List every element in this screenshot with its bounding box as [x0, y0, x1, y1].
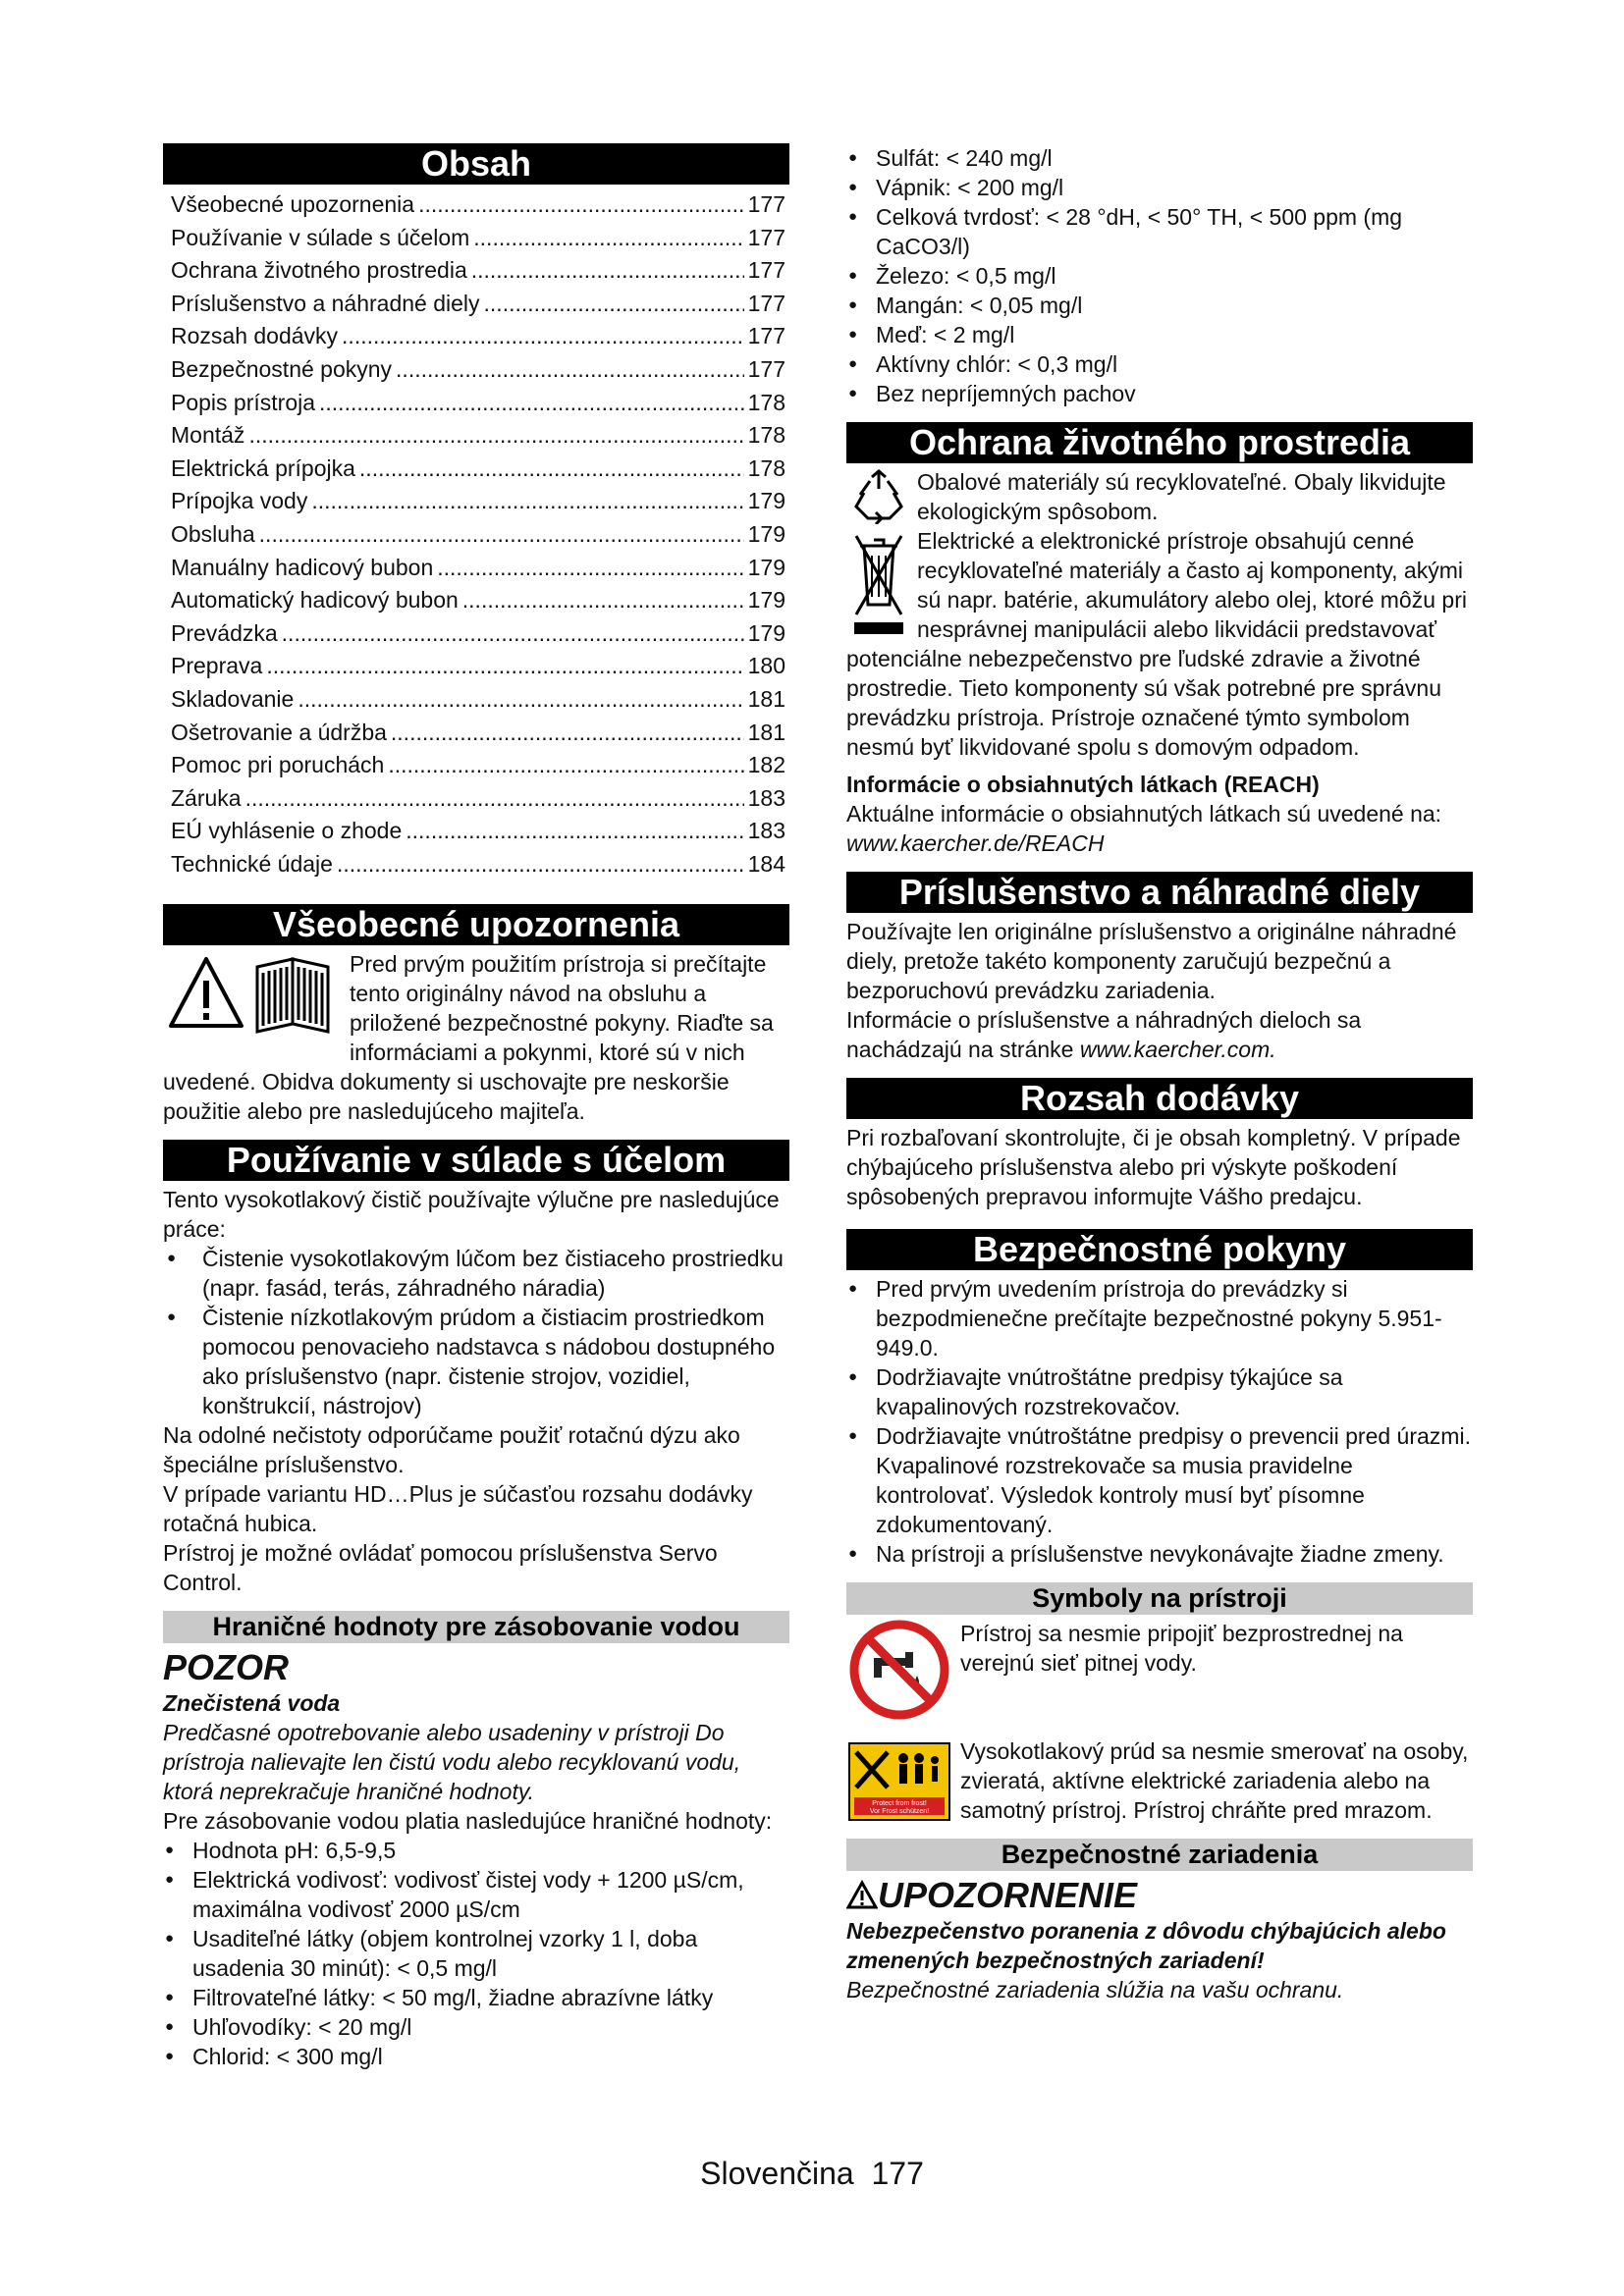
list-item: ● Pred prvým uvedením prístroja do prevádzky si bezpodmienečne prečítajte bezpečnostné pokyny 5.951-949.0. — [846, 1274, 1473, 1362]
no-water-connection-icon — [848, 1619, 950, 1721]
footer-language: Slovenčina — [700, 2156, 854, 2191]
toc-entry-page: 178 — [747, 422, 785, 449]
sign-label-2: Vor Frost schützen! — [869, 1808, 930, 1815]
warning-triangle-icon — [171, 959, 242, 1026]
toc-entry[interactable] — [171, 320, 785, 353]
warning-triangle-small-icon — [846, 1880, 878, 1909]
environment-weee — [846, 526, 1473, 762]
toc-entry[interactable] — [171, 650, 785, 683]
toc-entry[interactable] — [171, 518, 785, 552]
toc-entry-page: 177 — [747, 323, 785, 349]
toc-entry-page: 179 — [747, 488, 785, 514]
warning-label — [846, 1875, 1473, 1916]
usage-paragraph-2: V prípade variantu HD…Plus je súčasťou rozsahu dodávky rotačná hubica. — [163, 1481, 753, 1537]
toc-leader-dots — [418, 188, 744, 222]
list-item: ● Aktívny chlór: < 0,3 mg/l — [846, 349, 1473, 379]
toc-leader-dots — [342, 320, 744, 353]
reach-title: Informácie o obsiahnutých látkach (REACH) — [846, 772, 1320, 797]
list-item: ● Meď: < 2 mg/l — [846, 320, 1473, 349]
toc-entry-label: Ošetrovanie a údržba — [171, 719, 387, 745]
toc-entry[interactable] — [171, 453, 785, 486]
toc-leader-dots — [473, 222, 743, 255]
toc-entry[interactable] — [171, 717, 785, 750]
toc-entry-label: Používanie v súlade s účelom — [171, 224, 470, 250]
toc-entry-label: Elektrická prípojka — [171, 454, 355, 481]
crossed-bin-icon — [850, 526, 907, 640]
toc-entry[interactable] — [171, 683, 785, 717]
list-item: ● Elektrická vodivosť: vodivosť čistej vody + 1200 µS/cm, maximálna vodivosť 2000 µS/cm — [163, 1865, 789, 1924]
environment-heading: Ochrana životného prostredia — [846, 422, 1473, 463]
symbol-text-2: Vysokotlakový prúd sa nesmie smerovať na osoby, zvieratá, aktívne elektrické zariadenia alebo na samotný prístroj. Prístroj chráňte pred mrazom. — [960, 1738, 1469, 1823]
list-item: ● Sulfát: < 240 mg/l — [846, 143, 1473, 173]
warning-word: UPOZORNENIE — [878, 1875, 1138, 1915]
toc-entry-label: Preprava — [171, 653, 263, 679]
toc-entry-label: Prevádzka — [171, 619, 278, 646]
toc-entry-label: Ochrana životného prostredia — [171, 257, 467, 284]
list-item: ● Mangán: < 0,05 mg/l — [846, 291, 1473, 320]
usage-intro: Tento vysokotlakový čistič používajte výlučne pre nasledujúce práce: — [163, 1187, 780, 1243]
list-item: ● Hodnota pH: 6,5-9,5 — [163, 1836, 789, 1865]
delivery-heading: Rozsah dodávky — [846, 1078, 1473, 1119]
toc-entry-label: Manuálny hadicový bubon — [171, 554, 434, 580]
toc-leader-dots — [259, 518, 744, 552]
reach-link[interactable]: www.kaercher.de/REACH — [846, 830, 1105, 856]
toc-entry-page: 177 — [747, 191, 785, 217]
toc-leader-dots — [437, 552, 743, 585]
devices-warning-text: Bezpečnostné zariadenia slúžia na vašu ochranu. — [846, 1977, 1344, 2002]
toc-leader-dots — [406, 815, 743, 848]
toc-entry[interactable] — [171, 848, 785, 881]
toc-leader-dots — [245, 782, 744, 816]
devices-heading: Bezpečnostné zariadenia — [846, 1839, 1473, 1871]
table-of-contents — [163, 188, 789, 881]
manual-book-icon — [257, 959, 328, 1032]
list-item: ● Filtrovateľné látky: < 50 mg/l, žiadne abrazívne látky — [163, 1983, 789, 2012]
toc-entry-page: 183 — [747, 818, 785, 844]
toc-entry-label: Záruka — [171, 784, 242, 811]
general-heading: Všeobecné upozornenia — [163, 904, 789, 945]
symbol-no-spray — [846, 1736, 1473, 1825]
water-subtitle: Znečistená voda — [163, 1690, 341, 1717]
toc-entry-label: Skladovanie — [171, 685, 295, 712]
accessories-info — [846, 1005, 1473, 1064]
toc-leader-dots — [319, 387, 744, 420]
list-item: ● Vápnik: < 200 mg/l — [846, 173, 1473, 202]
toc-entry-label: Všeobecné upozornenia — [171, 191, 415, 217]
environment-packaging-text: Obalové materiály sú recyklovateľné. Obaly likvidujte ekologickým spôsobom. — [917, 469, 1446, 524]
toc-entry-page: 179 — [747, 619, 785, 646]
toc-entry-page: 179 — [747, 520, 785, 547]
list-item: ● Celková tvrdosť: < 28 °dH, < 50° TH, < 500 ppm (mg CaCO3/l) — [846, 202, 1473, 261]
symbol-text-1: Prístroj sa nesmie pripojiť bezprostrednej na verejnú sieť pitnej vody. — [960, 1621, 1403, 1676]
toc-entry[interactable] — [171, 552, 785, 585]
reach-description: Aktuálne informácie o obsiahnutých látkach sú uvedené na: — [846, 801, 1442, 827]
list-item: ● Na prístroji a príslušenstve nevykonávajte žiadne zmeny. — [846, 1539, 1473, 1569]
water-limits-list — [163, 1836, 789, 2071]
toc-entry[interactable] — [171, 288, 785, 321]
toc-entry-page: 181 — [747, 685, 785, 712]
toc-entry[interactable] — [171, 782, 785, 816]
toc-entry-label: Príslušenstvo a náhradné diely — [171, 290, 480, 316]
usage-list — [163, 1244, 789, 1420]
usage-heading: Používanie v súlade s účelom — [163, 1140, 789, 1181]
toc-leader-dots — [337, 848, 744, 881]
toc-entry[interactable] — [171, 387, 785, 420]
sign-label-1: Protect from frost! — [872, 1800, 927, 1807]
list-item: ● Usaditeľné látky (objem kontrolnej vzorky 1 l, doba usadenia 30 minút): < 0,5 mg/l — [163, 1924, 789, 1983]
toc-entry-page: 177 — [747, 224, 785, 250]
symbols-heading: Symboly na prístroji — [846, 1582, 1473, 1615]
toc-leader-dots — [298, 683, 743, 717]
accessories-text: Používajte len originálne príslušenstvo a originálne náhradné diely, pretože takéto komponenty zaručujú bezpečnú a bezporuchovú prevádzku zariadenia. — [846, 919, 1457, 1003]
toc-entry-label: Popis prístroja — [171, 389, 316, 415]
toc-entry-label: Technické údaje — [171, 850, 333, 877]
accessories-heading: Príslušenstvo a náhradné diely — [846, 872, 1473, 913]
environment-weee-text: Elektrické a elektronické prístroje obsahujú cenné recyklovateľné materiály a často aj komponenty, akými sú napr. batérie, akumulátory alebo olej, ktoré môžu pri nesprávnej manipulácii alebo likvidácii predstavovať potenciálne nebezpečenstvo pre ľudské zdravie a životné prostredie. Tieto komponenty sú však potrebné pre správnu prevádzku prístroja. Prístroje označené týmto symbolom nesmú byť likvidované spolu s domovým odpadom. — [846, 528, 1467, 760]
toc-leader-dots — [266, 650, 743, 683]
list-item: ● Železo: < 0,5 mg/l — [846, 261, 1473, 291]
water-heading: Hraničné hodnoty pre zásobovanie vodou — [163, 1611, 789, 1643]
toc-leader-dots — [359, 453, 744, 486]
toc-entry-label: Bezpečnostné pokyny — [171, 355, 393, 382]
page-number: 177 — [871, 2156, 924, 2191]
list-item: ● Bez nepríjemných pachov — [846, 379, 1473, 408]
accessories-link[interactable]: www.kaercher.com. — [1079, 1037, 1276, 1062]
safety-heading: Bezpečnostné pokyny — [846, 1229, 1473, 1270]
toc-entry[interactable] — [171, 617, 785, 651]
caution-label: POZOR — [163, 1647, 290, 1688]
safety-list — [846, 1274, 1473, 1569]
toc-entry[interactable] — [171, 353, 785, 387]
accessories-info-text: Informácie o príslušenstve a náhradných dieloch sa nachádzajú na stránke — [846, 1007, 1362, 1062]
toc-leader-dots — [484, 288, 744, 321]
reach-text — [846, 799, 1473, 858]
toc-entry-label: Obsluha — [171, 520, 255, 547]
toc-entry-page: 181 — [747, 719, 785, 745]
list-item: ● Čistenie vysokotlakovým lúčom bez čistiaceho prostriedku (napr. fasád, terás, záhradného náradia) — [163, 1244, 789, 1303]
toc-entry-page: 183 — [747, 784, 785, 811]
toc-entry-label: Rozsah dodávky — [171, 323, 339, 349]
right-column — [846, 143, 1473, 2004]
toc-entry-page: 182 — [747, 752, 785, 778]
toc-leader-dots — [396, 353, 744, 387]
water-warning-text: Predčasné opotrebovanie alebo usadeniny v prístroji Do prístroja nalievajte len čistú vodu alebo recyklovanú vodu, ktorá neprekračuje hraničné hodnoty. — [163, 1720, 741, 1805]
toc-entry-page: 178 — [747, 389, 785, 415]
toc-entry-page: 177 — [747, 290, 785, 316]
toc-entry-label: Prípojka vody — [171, 488, 308, 514]
toc-entry-page: 184 — [747, 850, 785, 877]
toc-entry-page: 179 — [747, 554, 785, 580]
usage-paragraph-3: Prístroj je možné ovládať pomocou príslušenstva Servo Control. — [163, 1540, 718, 1596]
symbol-no-drinking-water — [846, 1619, 1473, 1721]
list-item: ● Dodržiavajte vnútroštátne predpisy o prevencii pred úrazmi. Kvapalinové rozstrekovače sa musia pravidelne kontrolovať. Výsledok kontroly musí byť písomne zdokumentovaný. — [846, 1421, 1473, 1539]
toc-leader-dots — [282, 617, 744, 651]
toc-entry[interactable] — [171, 485, 785, 518]
warning-manual-icons — [167, 949, 340, 1040]
general-section — [163, 949, 789, 1126]
list-item: ● Dodržiavajte vnútroštátne predpisy týkajúce sa kvapalinových rozstrekovačov. — [846, 1362, 1473, 1421]
toc-leader-dots — [311, 485, 743, 518]
toc-entry-page: 178 — [747, 454, 785, 481]
water-intro: Pre zásobovanie vodou platia nasledujúce hraničné hodnoty: — [163, 1808, 773, 1835]
toc-leader-dots — [388, 749, 743, 782]
list-item: ● Chlorid: < 300 mg/l — [163, 2042, 789, 2071]
toc-entry-label: EÚ vyhlásenie o zhode — [171, 818, 403, 844]
general-text: Pred prvým použitím prístroja si prečítajte tento originálny návod na obsluhu a priložené bezpečnostné pokyny. Riaďte sa informáciami a pokynmi, ktoré sú v nich uvedené. Obidva dokumenty si uschovajte pre neskoršie použitie alebo pre nasledujúceho majiteľa. — [163, 951, 774, 1125]
no-spray-persons-icon — [848, 1742, 950, 1821]
environment-recycling — [846, 467, 1473, 526]
toc-leader-dots — [462, 584, 744, 617]
toc-entry[interactable] — [171, 188, 785, 222]
toc-leader-dots — [471, 254, 744, 288]
usage-paragraph-1: Na odolné nečistoty odporúčame použiť rotačnú dýzu ako špeciálne príslušenstvo. — [163, 1422, 740, 1478]
recycling-icon — [850, 467, 907, 524]
toc-entry-label: Montáž — [171, 422, 245, 449]
toc-entry-label: Automatický hadicový bubon — [171, 587, 459, 614]
toc-entry-page: 180 — [747, 653, 785, 679]
toc-entry-label: Pomoc pri poruchách — [171, 752, 385, 778]
toc-entry[interactable] — [171, 584, 785, 617]
toc-leader-dots — [248, 419, 743, 453]
toc-heading: Obsah — [163, 143, 789, 185]
toc-entry[interactable] — [171, 222, 785, 255]
toc-entry-page: 177 — [747, 355, 785, 382]
list-item: ● Čistenie nízkotlakovým prúdom a čistiacim prostriedkom pomocou penovacieho nadstavca s nádobou dostupného ako príslušenstvo (napr. čistenie strojov, vozidiel, konštrukcií, nástrojov) — [163, 1303, 789, 1420]
toc-entry-page: 179 — [747, 587, 785, 614]
toc-entry[interactable] — [171, 815, 785, 848]
list-item: ● Uhľovodíky: < 20 mg/l — [163, 2012, 789, 2042]
delivery-text: Pri rozbaľovaní skontrolujte, či je obsah kompletný. V prípade chýbajúceho príslušenstva alebo pri výskyte poškodení spôsobených prepravou informujte Vášho predajcu. — [846, 1125, 1461, 1209]
toc-leader-dots — [391, 717, 744, 750]
toc-entry-page: 177 — [747, 257, 785, 284]
devices-warning-bold: Nebezpečenstvo poranenia z dôvodu chýbajúcich alebo zmenených bezpečnostných zariadení! — [846, 1918, 1446, 1973]
toc-entry[interactable] — [171, 419, 785, 453]
toc-entry[interactable] — [171, 254, 785, 288]
water-limits-list-continued — [846, 143, 1473, 408]
toc-entry[interactable] — [171, 749, 785, 782]
page-footer — [0, 2156, 1624, 2192]
left-column — [163, 143, 789, 2071]
